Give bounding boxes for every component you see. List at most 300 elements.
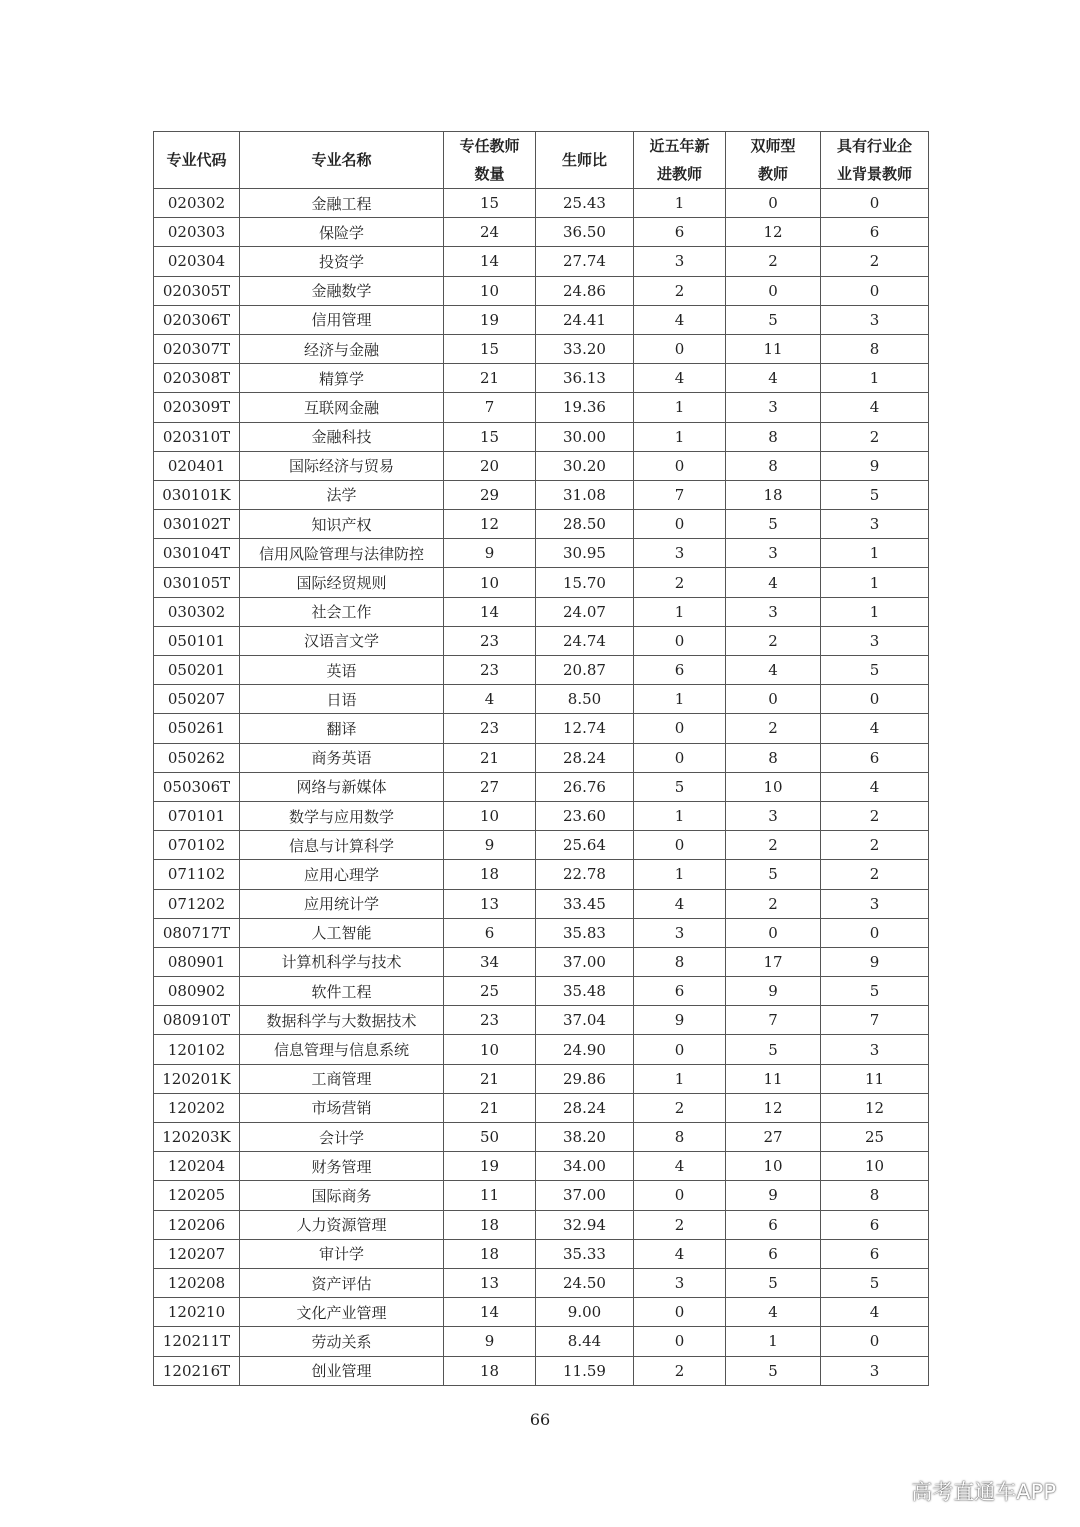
table-cell: 日语 bbox=[240, 685, 444, 714]
table-cell: 120204 bbox=[154, 1152, 240, 1181]
table-row bbox=[154, 393, 929, 422]
table-cell: 4 bbox=[444, 685, 536, 714]
table-row bbox=[154, 947, 929, 976]
table-cell: 28.24 bbox=[536, 1093, 634, 1122]
table-cell: 9 bbox=[821, 947, 929, 976]
table-cell: 24.74 bbox=[536, 626, 634, 655]
table-cell: 4 bbox=[634, 889, 726, 918]
table-cell: 23.60 bbox=[536, 801, 634, 830]
table-row bbox=[154, 218, 929, 247]
table-cell: 1 bbox=[821, 539, 929, 568]
column-header bbox=[821, 132, 929, 189]
table-cell: 030105T bbox=[154, 568, 240, 597]
table-row bbox=[154, 1239, 929, 1268]
table-cell: 31.08 bbox=[536, 480, 634, 509]
table-cell: 2 bbox=[821, 422, 929, 451]
table-cell: 2 bbox=[634, 276, 726, 305]
table-cell: 0 bbox=[821, 918, 929, 947]
table-cell: 法学 bbox=[240, 480, 444, 509]
table-cell: 5 bbox=[726, 1035, 821, 1064]
table-cell: 1 bbox=[821, 597, 929, 626]
table-cell: 4 bbox=[726, 1298, 821, 1327]
table-cell: 人工智能 bbox=[240, 918, 444, 947]
table-cell: 0 bbox=[634, 1327, 726, 1356]
table-cell: 36.13 bbox=[536, 364, 634, 393]
table-row bbox=[154, 1181, 929, 1210]
table-cell: 6 bbox=[821, 1239, 929, 1268]
table-cell: 9 bbox=[634, 1006, 726, 1035]
table-cell: 10 bbox=[726, 772, 821, 801]
table-cell: 36.50 bbox=[536, 218, 634, 247]
table-cell: 050261 bbox=[154, 714, 240, 743]
table-cell: 3 bbox=[726, 393, 821, 422]
column-header-line: 专业名称 bbox=[311, 151, 372, 169]
column-header-line: 双师型 bbox=[750, 137, 796, 155]
table-row bbox=[154, 247, 929, 276]
table-cell: 020308T bbox=[154, 364, 240, 393]
table-row bbox=[154, 539, 929, 568]
table-cell: 21 bbox=[444, 1093, 536, 1122]
table-cell: 12.74 bbox=[536, 714, 634, 743]
table-cell: 1 bbox=[634, 393, 726, 422]
table-cell: 国际商务 bbox=[240, 1181, 444, 1210]
table-cell: 25.43 bbox=[536, 189, 634, 218]
table-cell: 5 bbox=[821, 656, 929, 685]
table-cell: 11 bbox=[444, 1181, 536, 1210]
table-cell: 050201 bbox=[154, 656, 240, 685]
table-cell: 9 bbox=[444, 1327, 536, 1356]
column-header-line: 近五年新 bbox=[649, 137, 710, 155]
table-cell: 8.50 bbox=[536, 685, 634, 714]
table-cell: 8 bbox=[634, 1123, 726, 1152]
table-cell: 12 bbox=[444, 510, 536, 539]
table-row bbox=[154, 305, 929, 334]
table-cell: 120210 bbox=[154, 1298, 240, 1327]
table-cell: 财务管理 bbox=[240, 1152, 444, 1181]
table-cell: 4 bbox=[821, 393, 929, 422]
table-row bbox=[154, 801, 929, 830]
table-cell: 金融工程 bbox=[240, 189, 444, 218]
table-cell: 1 bbox=[634, 422, 726, 451]
table-cell: 社会工作 bbox=[240, 597, 444, 626]
table-row bbox=[154, 1268, 929, 1297]
column-header-line: 专业代码 bbox=[166, 151, 227, 169]
table-cell: 计算机科学与技术 bbox=[240, 947, 444, 976]
table-cell: 2 bbox=[726, 714, 821, 743]
table-row bbox=[154, 276, 929, 305]
table-cell: 3 bbox=[726, 801, 821, 830]
table-cell: 050207 bbox=[154, 685, 240, 714]
table-cell: 6 bbox=[726, 1239, 821, 1268]
table-cell: 经济与金融 bbox=[240, 334, 444, 363]
table-cell: 30.95 bbox=[536, 539, 634, 568]
table-body bbox=[154, 189, 929, 1386]
table-cell: 15 bbox=[444, 189, 536, 218]
table-cell: 数据科学与大数据技术 bbox=[240, 1006, 444, 1035]
table-row bbox=[154, 772, 929, 801]
table-cell: 翻译 bbox=[240, 714, 444, 743]
table-cell: 5 bbox=[726, 1268, 821, 1297]
table-cell: 3 bbox=[634, 1268, 726, 1297]
table-cell: 020310T bbox=[154, 422, 240, 451]
table-row bbox=[154, 334, 929, 363]
table-cell: 1 bbox=[821, 568, 929, 597]
table-cell: 34.00 bbox=[536, 1152, 634, 1181]
table-cell: 商务英语 bbox=[240, 743, 444, 772]
table-row bbox=[154, 831, 929, 860]
table-cell: 4 bbox=[634, 305, 726, 334]
table-cell: 4 bbox=[726, 656, 821, 685]
table-cell: 6 bbox=[726, 1210, 821, 1239]
table-cell: 5 bbox=[821, 480, 929, 509]
table-cell: 10 bbox=[821, 1152, 929, 1181]
watermark-text: 高考直通车APP bbox=[911, 1480, 1056, 1504]
table-row bbox=[154, 977, 929, 1006]
table-cell: 37.00 bbox=[536, 1181, 634, 1210]
table-cell: 5 bbox=[821, 1268, 929, 1297]
table-row bbox=[154, 714, 929, 743]
table-cell: 10 bbox=[444, 276, 536, 305]
table-cell: 3 bbox=[821, 889, 929, 918]
table-cell: 10 bbox=[726, 1152, 821, 1181]
table-cell: 12 bbox=[726, 218, 821, 247]
table-cell: 120205 bbox=[154, 1181, 240, 1210]
table-cell: 国际经济与贸易 bbox=[240, 451, 444, 480]
column-header bbox=[536, 132, 634, 189]
column-header bbox=[634, 132, 726, 189]
table-cell: 020306T bbox=[154, 305, 240, 334]
table-cell: 120202 bbox=[154, 1093, 240, 1122]
table-cell: 5 bbox=[726, 305, 821, 334]
table-cell: 信息与计算科学 bbox=[240, 831, 444, 860]
table-cell: 4 bbox=[821, 1298, 929, 1327]
table-cell: 6 bbox=[634, 977, 726, 1006]
column-header bbox=[240, 132, 444, 189]
table-cell: 080717T bbox=[154, 918, 240, 947]
table-cell: 020303 bbox=[154, 218, 240, 247]
table-cell: 23 bbox=[444, 656, 536, 685]
table-cell: 11.59 bbox=[536, 1356, 634, 1385]
table-cell: 020304 bbox=[154, 247, 240, 276]
table-cell: 数学与应用数学 bbox=[240, 801, 444, 830]
table-row bbox=[154, 1006, 929, 1035]
table-cell: 4 bbox=[821, 772, 929, 801]
table-cell: 8 bbox=[821, 334, 929, 363]
column-header-line: 数量 bbox=[474, 165, 505, 183]
table-row bbox=[154, 1152, 929, 1181]
table-row bbox=[154, 451, 929, 480]
table-cell: 070101 bbox=[154, 801, 240, 830]
table-cell: 3 bbox=[821, 305, 929, 334]
table-cell: 15 bbox=[444, 422, 536, 451]
table-header-row bbox=[154, 132, 929, 189]
table-cell: 14 bbox=[444, 1298, 536, 1327]
table-row bbox=[154, 889, 929, 918]
table-cell: 37.04 bbox=[536, 1006, 634, 1035]
table-cell: 软件工程 bbox=[240, 977, 444, 1006]
table-row bbox=[154, 422, 929, 451]
table-cell: 9 bbox=[444, 539, 536, 568]
table-cell: 应用统计学 bbox=[240, 889, 444, 918]
table-cell: 金融数学 bbox=[240, 276, 444, 305]
table-cell: 3 bbox=[634, 247, 726, 276]
table-cell: 33.20 bbox=[536, 334, 634, 363]
table-cell: 人力资源管理 bbox=[240, 1210, 444, 1239]
table-cell: 24.50 bbox=[536, 1268, 634, 1297]
table-cell: 英语 bbox=[240, 656, 444, 685]
table-cell: 1 bbox=[634, 189, 726, 218]
table-cell: 15 bbox=[444, 334, 536, 363]
table-cell: 2 bbox=[634, 568, 726, 597]
table-row bbox=[154, 1327, 929, 1356]
table-row bbox=[154, 1093, 929, 1122]
table-cell: 27 bbox=[726, 1123, 821, 1152]
table-cell: 6 bbox=[444, 918, 536, 947]
table-cell: 19 bbox=[444, 1152, 536, 1181]
table-cell: 24.41 bbox=[536, 305, 634, 334]
table-cell: 23 bbox=[444, 714, 536, 743]
table-cell: 4 bbox=[634, 1239, 726, 1268]
table-cell: 创业管理 bbox=[240, 1356, 444, 1385]
table-cell: 互联网金融 bbox=[240, 393, 444, 422]
table-cell: 2 bbox=[821, 831, 929, 860]
table-cell: 1 bbox=[634, 597, 726, 626]
table-row bbox=[154, 1064, 929, 1093]
table-cell: 35.83 bbox=[536, 918, 634, 947]
table-cell: 8 bbox=[821, 1181, 929, 1210]
table-cell: 21 bbox=[444, 743, 536, 772]
table-cell: 4 bbox=[634, 1152, 726, 1181]
table-row bbox=[154, 626, 929, 655]
table-cell: 0 bbox=[821, 276, 929, 305]
table-cell: 7 bbox=[726, 1006, 821, 1035]
table-cell: 文化产业管理 bbox=[240, 1298, 444, 1327]
table-cell: 050306T bbox=[154, 772, 240, 801]
table-row bbox=[154, 1298, 929, 1327]
table-row bbox=[154, 597, 929, 626]
table-cell: 13 bbox=[444, 1268, 536, 1297]
table-cell: 1 bbox=[821, 364, 929, 393]
table-cell: 6 bbox=[634, 218, 726, 247]
table-cell: 23 bbox=[444, 1006, 536, 1035]
table-row bbox=[154, 480, 929, 509]
table-cell: 10 bbox=[444, 801, 536, 830]
table-cell: 24.90 bbox=[536, 1035, 634, 1064]
table-cell: 2 bbox=[821, 801, 929, 830]
table-cell: 1 bbox=[634, 801, 726, 830]
table-cell: 3 bbox=[821, 1356, 929, 1385]
table-cell: 5 bbox=[726, 860, 821, 889]
table-cell: 会计学 bbox=[240, 1123, 444, 1152]
table-cell: 6 bbox=[821, 743, 929, 772]
table-row bbox=[154, 189, 929, 218]
table-cell: 信用管理 bbox=[240, 305, 444, 334]
table-cell: 18 bbox=[444, 1356, 536, 1385]
table-cell: 国际经贸规则 bbox=[240, 568, 444, 597]
table-cell: 120203K bbox=[154, 1123, 240, 1152]
table-cell: 8 bbox=[634, 947, 726, 976]
table-cell: 38.20 bbox=[536, 1123, 634, 1152]
table-cell: 0 bbox=[634, 334, 726, 363]
table-cell: 2 bbox=[726, 889, 821, 918]
table-cell: 27 bbox=[444, 772, 536, 801]
table-cell: 030102T bbox=[154, 510, 240, 539]
column-header-line: 业背景教师 bbox=[836, 165, 912, 183]
table-cell: 2 bbox=[634, 1210, 726, 1239]
table-cell: 120211T bbox=[154, 1327, 240, 1356]
table-cell: 审计学 bbox=[240, 1239, 444, 1268]
table-cell: 投资学 bbox=[240, 247, 444, 276]
table-cell: 8.44 bbox=[536, 1327, 634, 1356]
table-row bbox=[154, 918, 929, 947]
table-cell: 080901 bbox=[154, 947, 240, 976]
table-row bbox=[154, 568, 929, 597]
table-cell: 1 bbox=[726, 1327, 821, 1356]
table-cell: 0 bbox=[726, 276, 821, 305]
table-cell: 9 bbox=[821, 451, 929, 480]
table-cell: 5 bbox=[821, 977, 929, 1006]
table-cell: 0 bbox=[726, 189, 821, 218]
column-header-line: 专任教师 bbox=[459, 137, 520, 155]
table-cell: 9 bbox=[726, 977, 821, 1006]
table-cell: 8 bbox=[726, 743, 821, 772]
table-cell: 070102 bbox=[154, 831, 240, 860]
table-cell: 120102 bbox=[154, 1035, 240, 1064]
table-cell: 2 bbox=[726, 247, 821, 276]
table-cell: 7 bbox=[444, 393, 536, 422]
table-cell: 3 bbox=[634, 539, 726, 568]
table-cell: 知识产权 bbox=[240, 510, 444, 539]
table-cell: 25.64 bbox=[536, 831, 634, 860]
table-cell: 1 bbox=[634, 1064, 726, 1093]
table-cell: 25 bbox=[821, 1123, 929, 1152]
table-cell: 030101K bbox=[154, 480, 240, 509]
table-cell: 5 bbox=[726, 510, 821, 539]
table-row bbox=[154, 364, 929, 393]
table-cell: 030302 bbox=[154, 597, 240, 626]
table-cell: 劳动关系 bbox=[240, 1327, 444, 1356]
table-cell: 28.24 bbox=[536, 743, 634, 772]
table-cell: 0 bbox=[634, 1181, 726, 1210]
table-cell: 25 bbox=[444, 977, 536, 1006]
table-cell: 14 bbox=[444, 597, 536, 626]
faculty-table bbox=[153, 131, 929, 1386]
table-cell: 23 bbox=[444, 626, 536, 655]
table-cell: 19.36 bbox=[536, 393, 634, 422]
table-cell: 24 bbox=[444, 218, 536, 247]
table-cell: 22.78 bbox=[536, 860, 634, 889]
column-header-line: 具有行业企 bbox=[836, 137, 912, 155]
table-cell: 071102 bbox=[154, 860, 240, 889]
table-cell: 金融科技 bbox=[240, 422, 444, 451]
table-cell: 30.20 bbox=[536, 451, 634, 480]
table-cell: 120206 bbox=[154, 1210, 240, 1239]
table-cell: 0 bbox=[821, 189, 929, 218]
table-cell: 0 bbox=[634, 1035, 726, 1064]
table-cell: 26.76 bbox=[536, 772, 634, 801]
table-cell: 18 bbox=[444, 1239, 536, 1268]
table-cell: 030104T bbox=[154, 539, 240, 568]
table-cell: 信息管理与信息系统 bbox=[240, 1035, 444, 1064]
table-row bbox=[154, 656, 929, 685]
table-cell: 120216T bbox=[154, 1356, 240, 1385]
table-cell: 120207 bbox=[154, 1239, 240, 1268]
table-cell: 080910T bbox=[154, 1006, 240, 1035]
table-cell: 精算学 bbox=[240, 364, 444, 393]
table-cell: 网络与新媒体 bbox=[240, 772, 444, 801]
table-cell: 2 bbox=[634, 1093, 726, 1122]
table-cell: 保险学 bbox=[240, 218, 444, 247]
table-cell: 6 bbox=[821, 218, 929, 247]
table-cell: 0 bbox=[821, 685, 929, 714]
column-header bbox=[726, 132, 821, 189]
table-cell: 4 bbox=[634, 364, 726, 393]
table-cell: 0 bbox=[634, 626, 726, 655]
table-cell: 50 bbox=[444, 1123, 536, 1152]
table-cell: 18 bbox=[444, 1210, 536, 1239]
table-cell: 3 bbox=[726, 539, 821, 568]
table-cell: 19 bbox=[444, 305, 536, 334]
table-row bbox=[154, 1210, 929, 1239]
table-cell: 10 bbox=[444, 568, 536, 597]
table-cell: 14 bbox=[444, 247, 536, 276]
table-row bbox=[154, 685, 929, 714]
table-cell: 应用心理学 bbox=[240, 860, 444, 889]
table-cell: 020309T bbox=[154, 393, 240, 422]
table-cell: 11 bbox=[821, 1064, 929, 1093]
table-cell: 3 bbox=[726, 597, 821, 626]
table-cell: 2 bbox=[726, 626, 821, 655]
table-cell: 11 bbox=[726, 1064, 821, 1093]
table-cell: 6 bbox=[821, 1210, 929, 1239]
table-cell: 0 bbox=[634, 743, 726, 772]
table-cell: 020305T bbox=[154, 276, 240, 305]
table-cell: 020307T bbox=[154, 334, 240, 363]
table-cell: 3 bbox=[821, 1035, 929, 1064]
table-cell: 2 bbox=[726, 831, 821, 860]
table-cell: 3 bbox=[821, 510, 929, 539]
table-cell: 35.48 bbox=[536, 977, 634, 1006]
table-cell: 信用风险管理与法律防控 bbox=[240, 539, 444, 568]
table-cell: 35.33 bbox=[536, 1239, 634, 1268]
table-cell: 28.50 bbox=[536, 510, 634, 539]
table-cell: 20 bbox=[444, 451, 536, 480]
table-row bbox=[154, 1356, 929, 1385]
table-cell: 29.86 bbox=[536, 1064, 634, 1093]
table-cell: 0 bbox=[634, 451, 726, 480]
table-cell: 工商管理 bbox=[240, 1064, 444, 1093]
column-header bbox=[444, 132, 536, 189]
table-row bbox=[154, 743, 929, 772]
table-cell: 5 bbox=[634, 772, 726, 801]
table-cell: 33.45 bbox=[536, 889, 634, 918]
table-row bbox=[154, 1123, 929, 1152]
table-row bbox=[154, 510, 929, 539]
page-number: 66 bbox=[529, 1410, 551, 1429]
table-cell: 120208 bbox=[154, 1268, 240, 1297]
table-cell: 8 bbox=[726, 451, 821, 480]
table-cell: 12 bbox=[726, 1093, 821, 1122]
table-cell: 18 bbox=[726, 480, 821, 509]
table-cell: 30.00 bbox=[536, 422, 634, 451]
table-cell: 9 bbox=[726, 1181, 821, 1210]
table-row bbox=[154, 1035, 929, 1064]
table-cell: 12 bbox=[821, 1093, 929, 1122]
table-cell: 9.00 bbox=[536, 1298, 634, 1327]
table-cell: 11 bbox=[726, 334, 821, 363]
table-cell: 050101 bbox=[154, 626, 240, 655]
table-cell: 0 bbox=[634, 1298, 726, 1327]
